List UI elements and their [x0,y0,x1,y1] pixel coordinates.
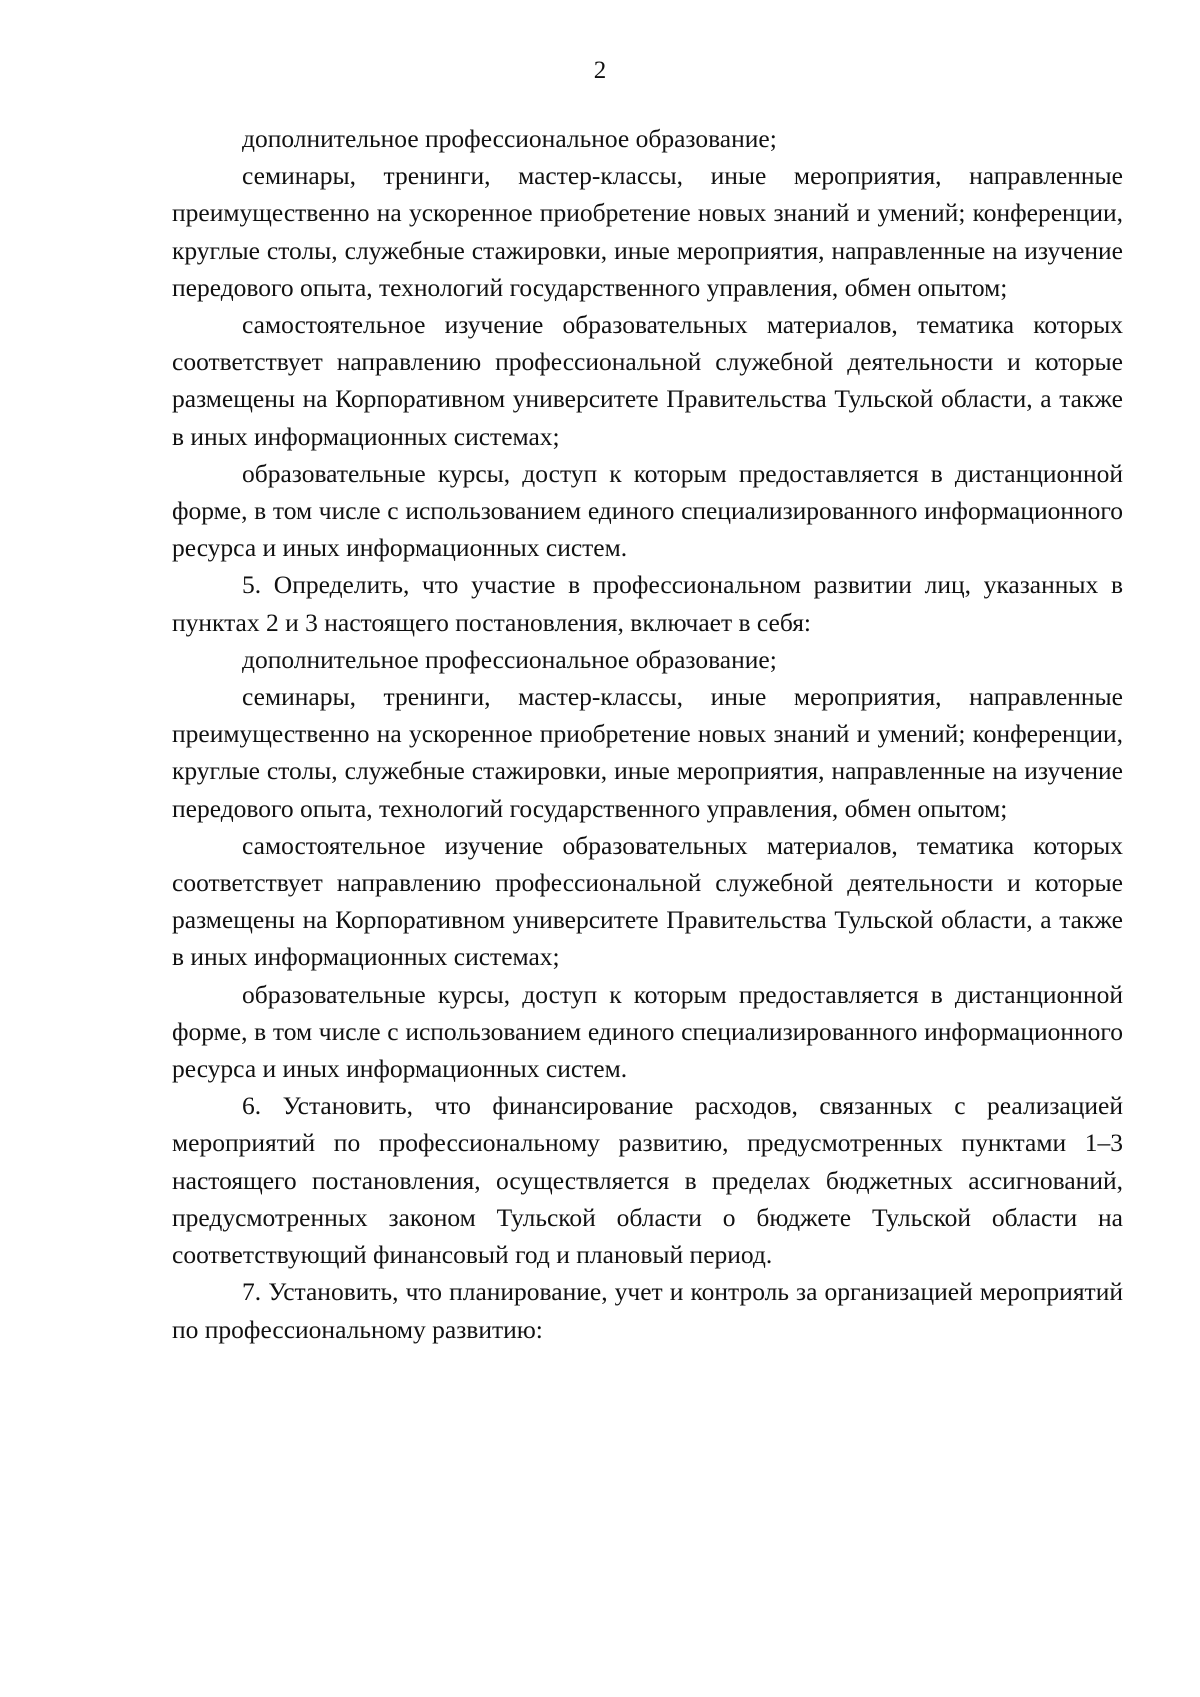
paragraph-additional-education-2: дополнительное профессиональное образование; [242,644,777,674]
paragraph-item-5: 5. Определить, что участие в профессиональном развитии лиц, указанных в пунктах 2 и 3 настоящего постановления, включает в себя: [172,570,1123,637]
paragraph-distance-courses: образовательные курсы, доступ к которым предоставляется в дистанционной форме, в том числе с использованием единого специализированного информационного ресурса и иных информационных систем. [172,458,1123,563]
paragraph-seminars-2: семинары, тренинги, мастер-классы, иные мероприятия, направленные преимущественно на ускоренное приобретение новых знаний и умений; конференции, круглые столы, служебные стажировки, иные мероприятия, направленные на изучение передового опыта, технологий государственного управления, обмен опытом; [172,682,1123,823]
paragraph-item-6: 6. Установить, что финансирование расходов, связанных с реализацией мероприятий по профессиональному развитию, предусмотренных пунктами 1–3 настоящего постановления, осуществляется в пределах бюджетных ассигнований, предусмотренных законом Тульской области о бюджете Тульской области на соответствующий финансовый год и плановый период. [172,1091,1123,1270]
page-number: 2 [593,57,607,84]
paragraph-additional-education: дополнительное профессиональное образование; [242,124,777,153]
paragraph-distance-courses-2: образовательные курсы, доступ к которым предоставляется в дистанционной форме, в том числе с использованием единого специализированного информационного ресурса и иных информационных систем. [172,979,1123,1084]
paragraph-item-7: 7. Установить, что планирование, учет и контроль за организацией мероприятий по профессиональному развитию: [172,1277,1123,1344]
paragraph-self-study: самостоятельное изучение образовательных материалов, тематика которых соответствует направлению профессиональной служебной деятельности и которые размещены на Корпоративном университете Правительства Тульской области, а также в иных информационных системах; [172,310,1123,451]
document-body [172,120,1123,1348]
paragraph-seminars: семинары, тренинги, мастер-классы, иные мероприятия, направленные преимущественно на ускоренное приобретение новых знаний и умений; конференции, круглые столы, служебные стажировки, иные мероприятия, направленные на изучение передового опыта, технологий государственного управления, обмен опытом; [172,161,1123,302]
paragraph-self-study-2: самостоятельное изучение образовательных материалов, тематика которых соответствует направлению профессиональной служебной деятельности и которые размещены на Корпоративном университете Правительства Тульской области, а также в иных информационных системах; [172,830,1123,972]
